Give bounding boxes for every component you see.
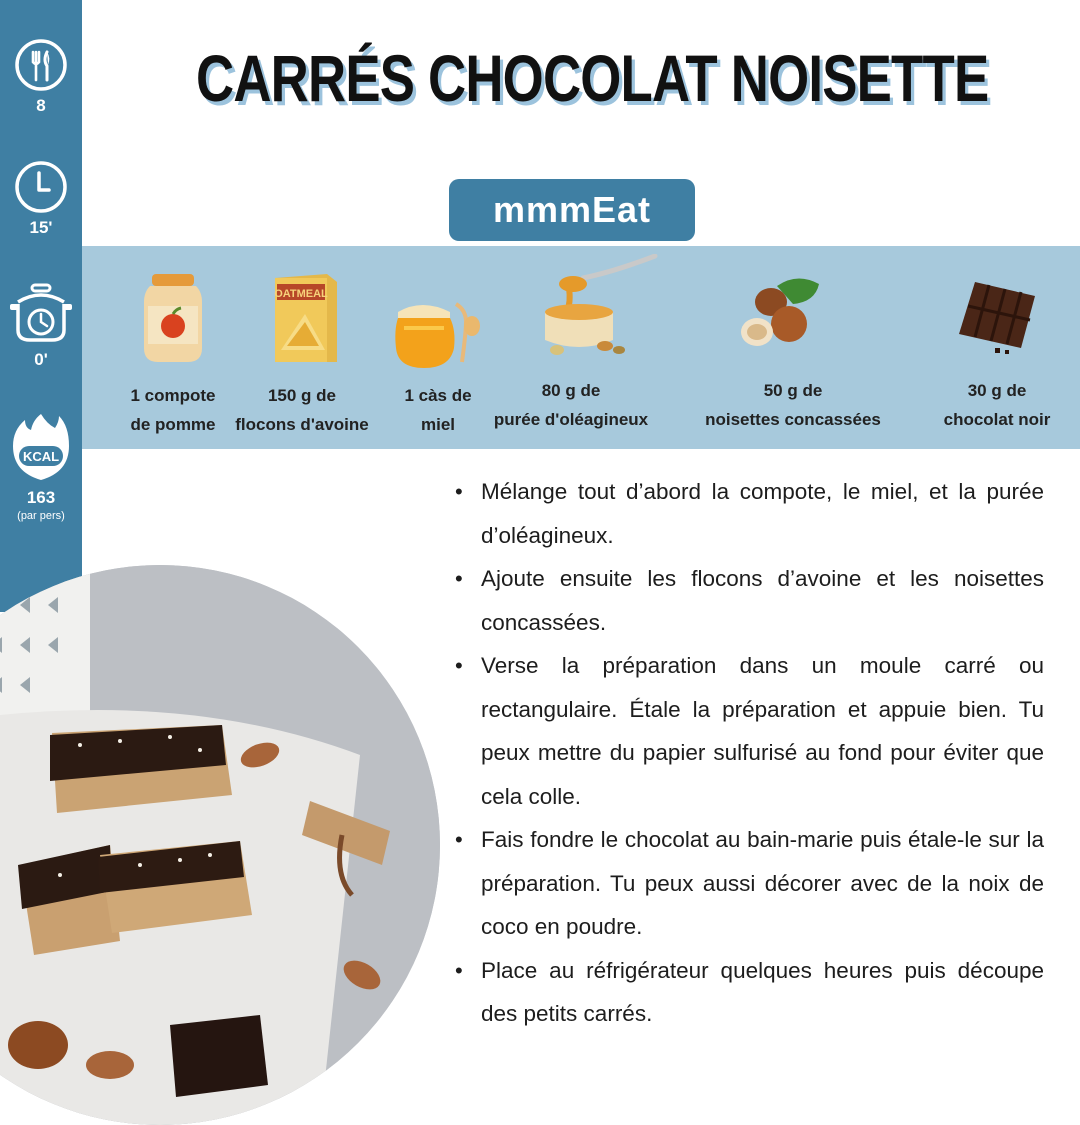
calories-stat [0, 412, 82, 522]
ingredient-name: de pomme [130, 415, 216, 434]
clock-icon [14, 160, 68, 214]
ingredient-nut-butter [532, 254, 662, 360]
cook-time-stat [0, 282, 82, 370]
step-item: • Verse la préparation dans un moule carré ou rectangulaire. Étale la préparation et appuie bien. Tu peux mettre du papier sulfurisé au fond pour éviter que cela colle. [452, 644, 1044, 818]
oatmeal-box-label: OATMEAL [274, 288, 328, 300]
servings-stat [0, 38, 82, 116]
stats-sidebar [0, 0, 82, 612]
nut-butter-icon [535, 254, 659, 360]
ingredient-oats-label [214, 381, 390, 439]
ingredient-quantity: 30 g de [967, 381, 1027, 400]
ingredient-quantity: 1 càs de [404, 386, 472, 405]
chocolate-bar-icon [955, 278, 1039, 360]
ingredient-hazelnuts [732, 276, 832, 352]
calories-note: (par pers) [17, 510, 65, 522]
step-item: • Fais fondre le chocolat au bain-marie puis étale-le sur la préparation. Tu peux aussi décorer avec de la noix de coco en poudre. [452, 818, 1044, 949]
servings-value: 8 [36, 96, 46, 115]
ingredient-oats [254, 270, 354, 366]
ingredient-quantity: 80 g de [541, 381, 601, 400]
ingredient-nut-butter-label [476, 376, 666, 434]
calories-value: 163 [26, 488, 56, 507]
ingredient-quantity: 50 g de [763, 381, 823, 400]
ingredient-name: noisettes concassées [705, 410, 881, 429]
cooking-pot-icon [8, 282, 74, 346]
ingredient-quantity: 150 g de [267, 386, 337, 405]
ingredient-hazelnuts-label [688, 376, 898, 434]
applesauce-jar-icon [138, 270, 208, 366]
oatmeal-box-icon [267, 270, 341, 366]
hazelnuts-icon [737, 276, 827, 352]
ingredient-honey [388, 298, 488, 370]
prep-time-stat [0, 160, 82, 238]
ingredients-band [82, 246, 1080, 449]
ingredient-chocolate [952, 278, 1042, 360]
kcal-badge-text: KCAL [22, 449, 60, 464]
kcal-flame-icon [11, 412, 71, 486]
honey-jar-icon [390, 298, 486, 370]
step-item: • Ajoute ensuite les flocons d’avoine et les noisettes concassées. [452, 557, 1044, 644]
step-item: • Mélange tout d’abord la compote, le miel, et la purée d’oléagineux. [452, 470, 1044, 557]
ingredient-quantity: 1 compote [130, 386, 216, 405]
ingredient-name: miel [420, 415, 456, 434]
recipe-title: CARRÉS CHOCOLAT NOISETTE [196, 41, 989, 115]
brand-badge: mmmEat [449, 179, 695, 241]
cook-time-value: 0' [34, 350, 48, 369]
ingredient-name: purée d'oléagineux [493, 410, 649, 429]
ingredient-chocolate-label [922, 376, 1072, 434]
prep-time-value: 15' [29, 218, 53, 237]
cutlery-icon [14, 38, 68, 92]
step-item: • Place au réfrigérateur quelques heures puis découpe des petits carrés. [452, 949, 1044, 1036]
recipe-photo [0, 565, 440, 1125]
ingredient-name: flocons d'avoine [235, 415, 369, 434]
preparation-steps [452, 470, 1044, 1036]
ingredient-name: chocolat noir [943, 410, 1051, 429]
ingredient-applesauce [118, 270, 228, 366]
